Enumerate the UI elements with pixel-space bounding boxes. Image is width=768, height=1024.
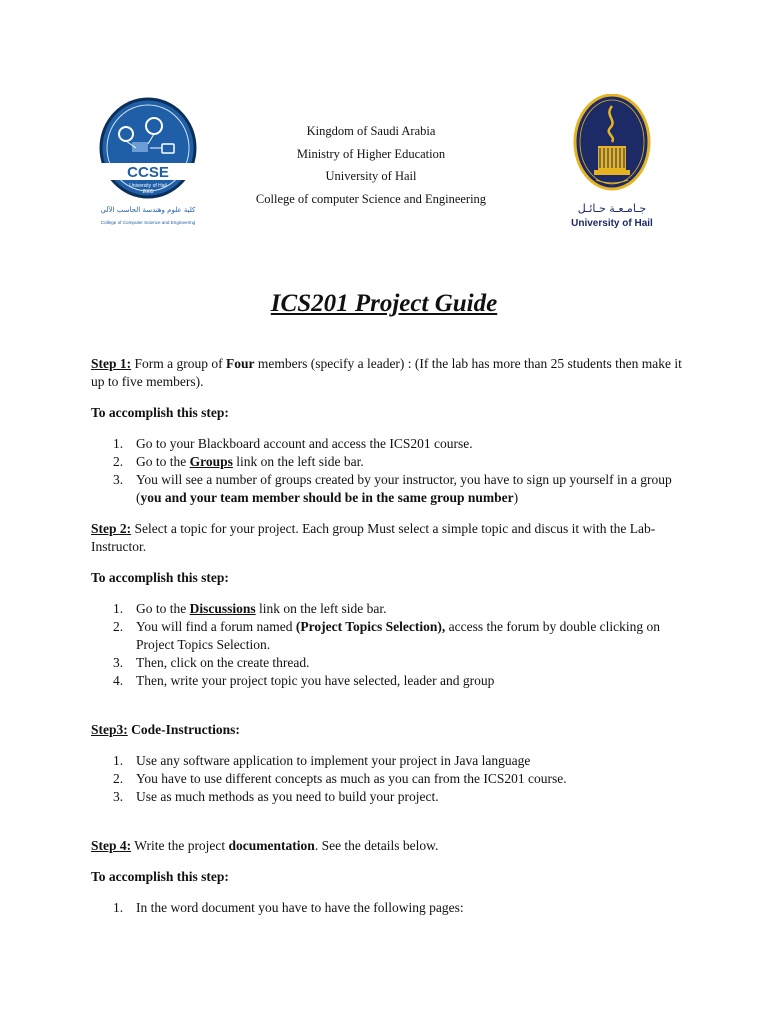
step1-list — [91, 435, 691, 507]
header-kingdom: Kingdom of Saudi Arabia — [306, 124, 436, 138]
list-item: 4. Then, write your project topic you have selected, leader and group — [113, 673, 495, 688]
groups-link: Groups — [189, 454, 233, 469]
svg-text:College of Computer Science an: College of Computer Science and Engineering — [100, 220, 196, 225]
svg-text:University of Hail: University of Hail — [571, 218, 653, 229]
list-item: 3. Then, click on the create thread. — [113, 655, 310, 670]
list-item: 2. You will find a forum named (Project Topics Selection), access the forum by double clicking on Project Topics Selection. — [113, 619, 661, 652]
header-ministry: Ministry of Higher Education — [296, 146, 446, 161]
list-item: 2. You have to use different concepts as much as you can from the ICS201 course. — [113, 771, 567, 786]
page-title: ICS201 Project Guide — [270, 290, 498, 317]
svg-text:كلية علوم وهندسة الحاسب الآلي: كلية علوم وهندسة الحاسب الآلي — [100, 206, 196, 214]
svg-text:جـامـعـة حـائـل: جـامـعـة حـائـل — [577, 202, 647, 215]
ccse-logo — [96, 96, 200, 232]
step3-paragraph: Step3: Code-Instructions: — [91, 722, 240, 737]
step4-list — [91, 899, 691, 917]
list-item: 1. Go to your Blackboard account and access the ICS201 course. — [113, 436, 473, 451]
document-body — [91, 355, 691, 917]
svg-text:CCSE: CCSE — [127, 164, 169, 181]
step3-label: Step3: — [91, 722, 128, 737]
step2-subheading: To accomplish this step: — [91, 570, 229, 585]
step4-label: Step 4: — [91, 838, 132, 853]
header-university: University of Hail — [325, 169, 417, 184]
svg-text:University of Hail: University of Hail — [129, 183, 167, 189]
list-item: 1. In the word document you have to have the following pages: — [113, 900, 464, 915]
step2-list — [91, 600, 691, 690]
svg-text:2005: 2005 — [142, 189, 154, 195]
list-item: 3. You will see a number of groups created by your instructor, you have to sign up yourself in a group (you and your team member should be in the same group number) — [113, 472, 672, 505]
step1-label: Step 1: — [91, 356, 132, 371]
university-of-hail-logo — [560, 94, 664, 232]
step1-subheading: To accomplish this step: — [91, 405, 229, 420]
list-item: 1. Go to the Discussions link on the left side bar. — [113, 601, 387, 616]
header-college: College of computer Science and Engineering — [255, 191, 487, 206]
step2-paragraph: Step 2: Select a topic for your project. Each group Must select a simple topic and discus it with the Lab-Instructor. — [91, 521, 656, 554]
step4-paragraph: Step 4: Write the project documentation. See the details below. — [91, 838, 439, 853]
step4-subheading: To accomplish this step: — [91, 869, 229, 884]
step3-list — [91, 752, 691, 806]
discussions-link: Discussions — [189, 601, 256, 616]
list-item: 1. Use any software application to implement your project in Java language — [113, 753, 531, 768]
list-item: 2. Go to the Groups link on the left side bar. — [113, 454, 364, 469]
institution-header — [240, 120, 502, 210]
step2-label: Step 2: — [91, 521, 132, 536]
step1-paragraph: Step 1: Form a group of Four members (specify a leader) : (If the lab has more than 25 students then make it up to five members). — [91, 356, 682, 389]
list-item: 3. Use as much methods as you need to build your project. — [113, 789, 439, 804]
